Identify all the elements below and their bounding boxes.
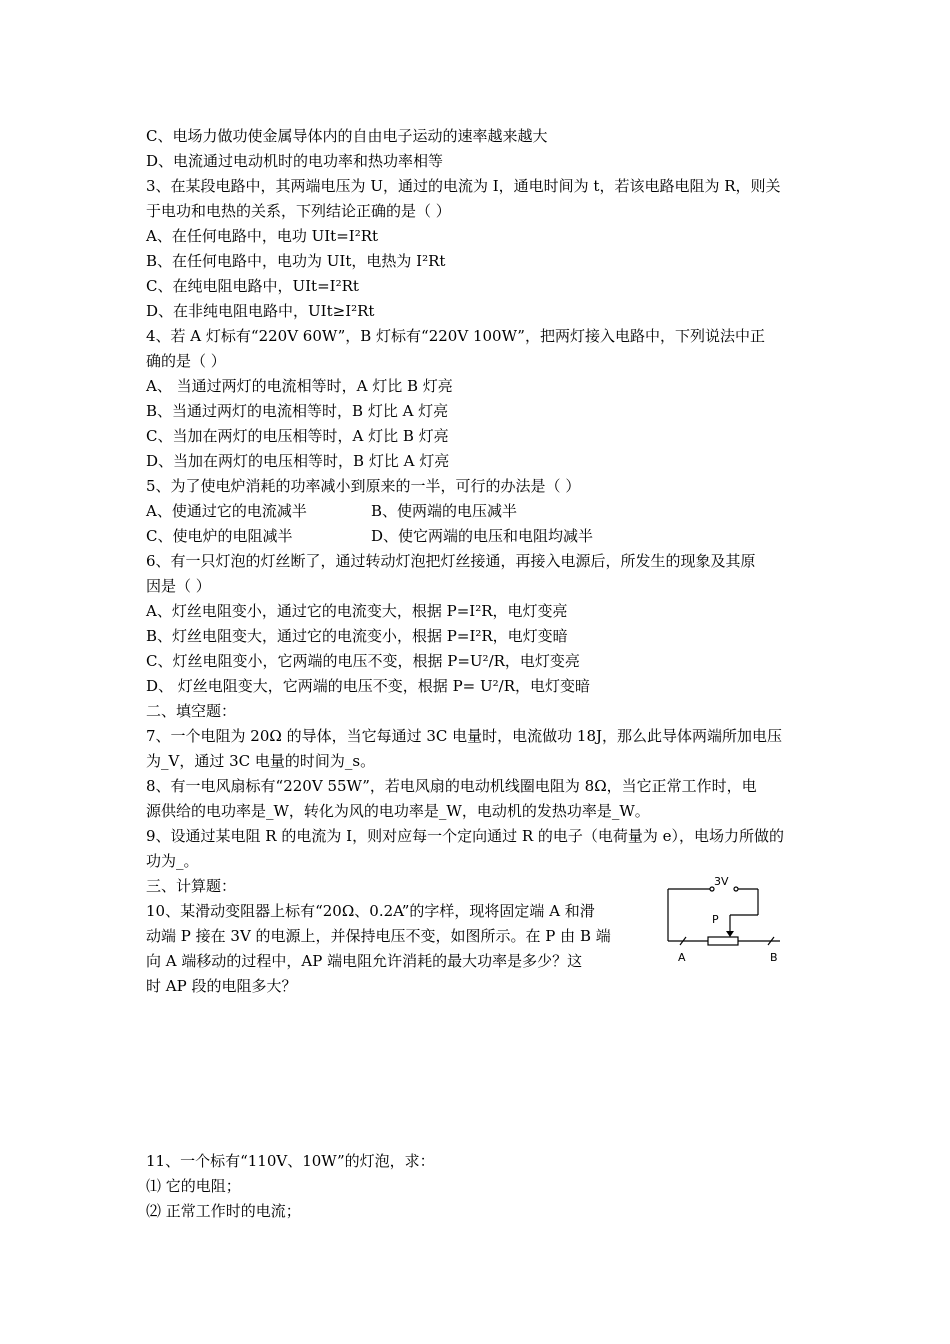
option-d: D、在非纯电阻电路中，UIt≥I²Rt bbox=[146, 302, 375, 320]
question-block-1 bbox=[146, 124, 816, 549]
question-10-line: 动端 P 接在 3V 的电源上，并保持电压不变，如图所示。在 P 由 B 端 bbox=[146, 927, 611, 945]
question-4-stem-cont: 确的是（ ） bbox=[146, 352, 226, 370]
question-4-stem: 4、若 A 灯标有“220V 60W”，B 灯标有“220V 100W”，把两灯接入电路中，下列说法中正 bbox=[146, 327, 765, 345]
option-a: A、使通过它的电流减半 bbox=[146, 502, 307, 520]
question-7: 7、一个电阻为 20Ω 的导体，当它每通过 3C 电量时，电流做功 18J，那么此导体两端所加电压 bbox=[146, 727, 783, 745]
question-6-stem-cont: 因是（ ） bbox=[146, 577, 211, 595]
slider-arrow-icon bbox=[726, 931, 734, 937]
section-heading-fill-in: 二、填空题： bbox=[146, 702, 237, 720]
rheostat-resistor bbox=[708, 937, 738, 945]
question-9-cont: 功为_。 bbox=[146, 852, 199, 870]
option-d: D、当加在两灯的电压相等时，B 灯比 A 灯亮 bbox=[146, 452, 450, 470]
question-block-2 bbox=[146, 549, 816, 899]
question-5-options-row bbox=[146, 499, 816, 524]
question-8: 8、有一电风扇标有“220V 55W”，若电风扇的电动机线圈电阻为 8Ω，当它正常工作时，电 bbox=[146, 777, 757, 795]
text-line: C、电场力做功使金属导体内的自由电子运动的速率越来越大 bbox=[146, 127, 548, 145]
option-d: D、 灯丝电阻变大，它两端的电压不变，根据 P= U²/R，电灯变暗 bbox=[146, 677, 590, 695]
option-c: C、使电炉的电阻减半 bbox=[146, 527, 293, 545]
slider-label: P bbox=[712, 913, 719, 926]
option-b: B、使两端的电压减半 bbox=[371, 502, 518, 520]
option-a: A、在任何电路中，电功 UIt=I²Rt bbox=[146, 227, 379, 245]
option-a: A、 当通过两灯的电流相等时，A 灯比 B 灯亮 bbox=[146, 377, 453, 395]
worksheet-page bbox=[146, 124, 816, 1224]
section-heading-calculation: 三、计算题： bbox=[146, 877, 237, 895]
terminal-a-label: A bbox=[678, 951, 686, 964]
question-11-stem: 11、一个标有“110V、10W”的灯泡，求： bbox=[146, 1152, 435, 1170]
voltage-label: 3V bbox=[714, 875, 729, 888]
question-6-stem: 6、有一只灯泡的灯丝断了，通过转动灯泡把灯丝接通，再接入电源后，所发生的现象及其原 bbox=[146, 552, 756, 570]
question-5-stem: 5、为了使电炉消耗的功率减小到原来的一半，可行的办法是（ ） bbox=[146, 477, 581, 495]
option-c: C、在纯电阻电路中，UIt=I²Rt bbox=[146, 277, 359, 295]
question-9: 9、设通过某电阻 R 的电流为 I，则对应每一个定向通过 R 的电子（电荷量为 e），电场力所做的 bbox=[146, 827, 785, 845]
question-8-cont: 源供给的电功率是_W，转化为风的电功率是_W，电动机的发热功率是_W。 bbox=[146, 802, 650, 820]
terminal-b-label: B bbox=[770, 951, 778, 964]
question-10-line: 10、某滑动变阻器上标有“20Ω、0.2A”的字样，现将固定端 A 和滑 bbox=[146, 902, 595, 920]
option-b: B、当通过两灯的电流相等时，B 灯比 A 灯亮 bbox=[146, 402, 449, 420]
question-11-part-1: ⑴ 它的电阻； bbox=[146, 1177, 241, 1195]
option-d: D、使它两端的电压和电阻均减半 bbox=[371, 527, 594, 545]
option-c: C、当加在两灯的电压相等时，A 灯比 B 灯亮 bbox=[146, 427, 449, 445]
option-a: A、灯丝电阻变小，通过它的电流变大，根据 P=I²R，电灯变亮 bbox=[146, 602, 568, 620]
question-7-cont: 为_V，通过 3C 电量的时间为_s。 bbox=[146, 752, 376, 770]
circuit-diagram bbox=[662, 875, 792, 975]
option-c: C、灯丝电阻变小，它两端的电压不变，根据 P=U²/R，电灯变亮 bbox=[146, 652, 580, 670]
question-10-line: 向 A 端移动的过程中，AP 端电阻允许消耗的最大功率是多少？这 bbox=[146, 952, 583, 970]
answer-space bbox=[146, 999, 816, 1149]
option-b: B、在任何电路中，电功为 UIt，电热为 I²Rt bbox=[146, 252, 446, 270]
question-3-stem-cont: 于电功和电热的关系，下列结论正确的是（ ） bbox=[146, 202, 451, 220]
question-3-stem: 3、在某段电路中，其两端电压为 U，通过的电流为 I，通电时间为 t，若该电路电阻为 R，则关 bbox=[146, 177, 781, 195]
source-terminal-right bbox=[734, 887, 738, 891]
question-11-part-2: ⑵ 正常工作时的电流； bbox=[146, 1202, 301, 1220]
text-line: D、电流通过电动机时的电功率和热功率相等 bbox=[146, 152, 444, 170]
question-5-options-row bbox=[146, 524, 816, 549]
question-10-line: 时 AP 段的电阻多大？ bbox=[146, 977, 297, 995]
option-b: B、灯丝电阻变大，通过它的电流变小，根据 P=I²R，电灯变暗 bbox=[146, 627, 568, 645]
question-11 bbox=[146, 1149, 816, 1224]
